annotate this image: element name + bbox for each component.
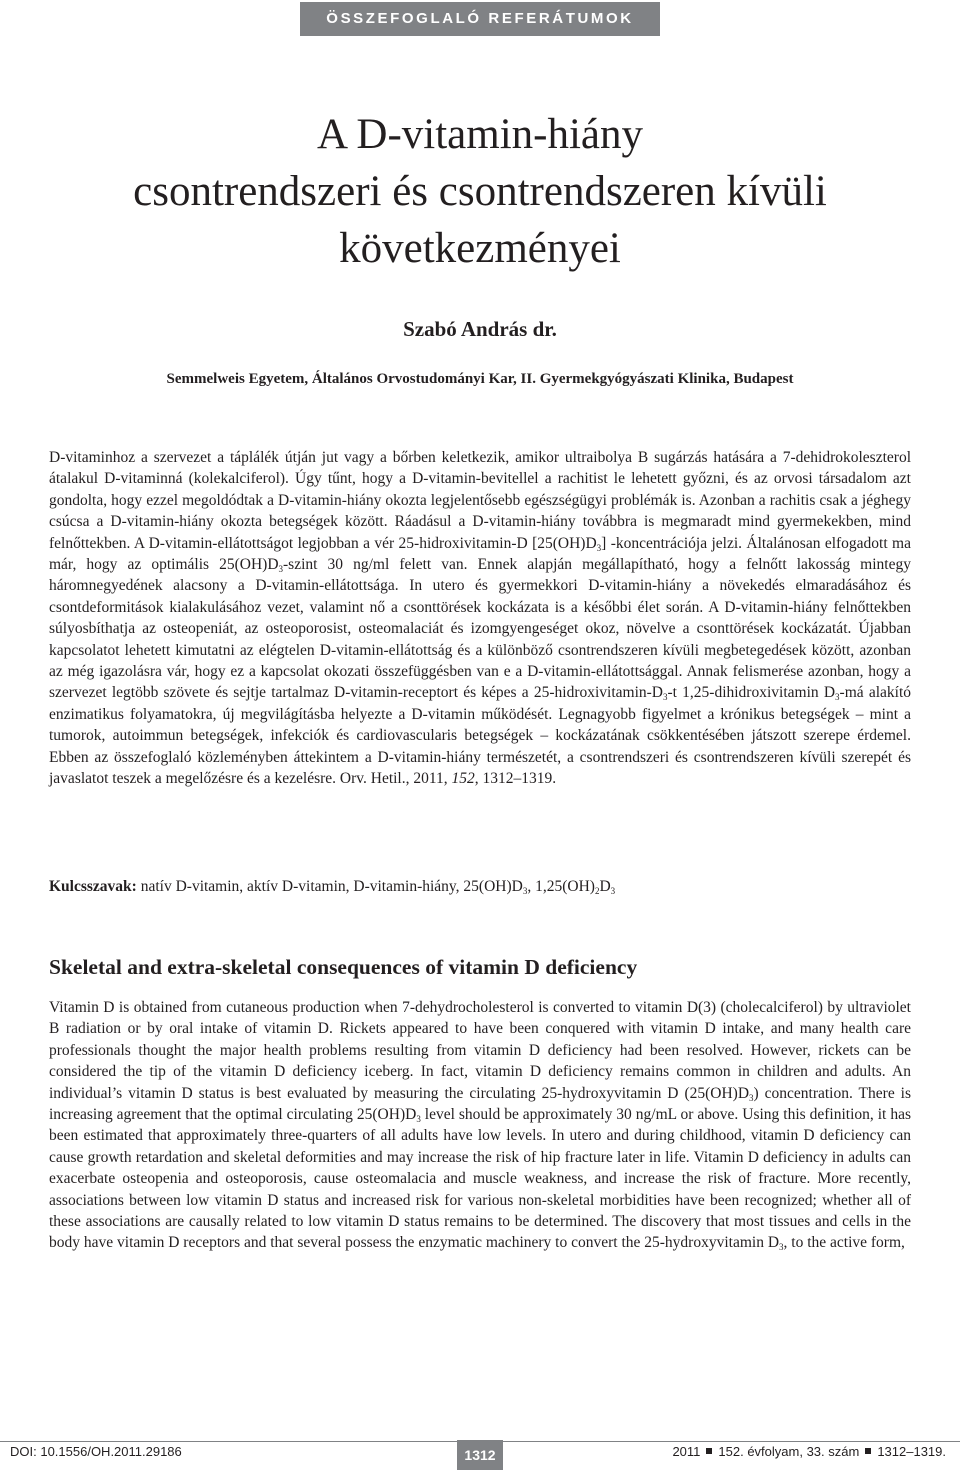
abstract-text: ] -koncentrációja jelzi. Általánosan elfogadott ma már, hogy az optimális 25(OH)D (49, 534, 911, 574)
subscript: 3 (663, 692, 668, 703)
subscript: 3 (749, 1092, 754, 1103)
journal-volume: 152 (451, 770, 475, 788)
keywords-text: , 1,25(OH) (527, 878, 595, 895)
journal-pages: , 1312–1319. (474, 770, 557, 788)
english-title: Skeletal and extra-skeletal consequences of vitamin D deficiency (49, 955, 638, 979)
abstract-text: ) concentration. There is increasing agreement that the optimal circulating 25(OH)D (49, 1084, 911, 1124)
keywords (49, 876, 911, 897)
abstract-text: , to the active form, (783, 1234, 905, 1252)
footer-pages: 1312–1319. (877, 1444, 946, 1459)
subscript: 3 (596, 542, 602, 553)
page-number: 1312 (457, 1440, 503, 1470)
subscript: 2 (594, 886, 600, 896)
footer-issue (672, 1444, 946, 1459)
abstract-text: Vitamin D is obtained from cutaneous production when 7-dehydrocholesterol is converted to vitamin D(3) (cholecalciferol) by ultraviolet B radiation or by oral intake of vitamin D. Rickets appeared to have been conquered with vitamin D intake, and many health care professionals thought the major health problems resulting from vitamin D deficiency had been resolved. However, rickets can be considered the tip of the vitamin D deficiency iceberg. In fact, vitamin D deficiency remains common in children and adults. An individual’s vitamin D status is best evaluated by measuring the circulating 25-hydroxyvitamin D (25(OH)D (49, 999, 911, 1102)
article-title (30, 106, 930, 277)
subscript: 3 (416, 1114, 421, 1125)
title-line-3: következményei (339, 225, 621, 272)
keywords-text: D (599, 878, 611, 895)
square-bullet-icon (706, 1448, 712, 1454)
abstract-text: -t 1,25-dihidroxivitamin D (667, 684, 836, 702)
title-line-1: A D-vitamin-hiány (316, 111, 644, 158)
subscript: 3 (610, 886, 616, 896)
footer-doi: DOI: 10.1556/OH.2011.29186 (10, 1444, 182, 1459)
keywords-text: natív D-vitamin, aktív D-vitamin, D-vitamin-hiány, 25(OH)D (136, 878, 523, 895)
abstract-text: D-vitaminhoz a szervezet a táplálék útján jut vagy a bőrben keletkezik, amikor ultraibolya B sugárzás hatására a 7-dehidrokoleszterol átalakul D-vitaminná (kolekalciferol). Úgy tűnt, hogy a D-vitamin-bevitellel a rachitist le lehetett győzni, és az orvosi társadalom azt gondolta, hogy ezzel megoldódtak a D-vitamin-hiány okozta legjelentősebb egészségügyi problémák is. Azonban a rachitis csak a jéghegy csúcsa a D-vitamin-hiány okozta betegségek között. Ráadásul a D-vitamin-hiány továbbra is megmaradt mind gyermekekben, mind felnőttekben. A D-vitamin-ellátottságot legjobban a vér 25-hidroxivitamin-D [25(OH)D (49, 449, 911, 552)
author: Szabó András dr. (403, 317, 557, 341)
subscript: 3 (835, 692, 840, 703)
footer-year: 2011 (672, 1444, 701, 1459)
subscript: 3 (522, 886, 528, 896)
subscript: 3 (278, 564, 284, 575)
keywords-label: Kulcsszavak: (49, 878, 137, 895)
abstract-english (49, 997, 911, 1254)
section-tag: ÖSSZEFOGLALÓ REFERÁTUMOK (300, 2, 660, 36)
affiliation: Semmelweis Egyetem, Általános Orvostudományi Kar, II. Gyermekgyógyászati Klinika, Budapest (166, 371, 794, 387)
square-bullet-icon (865, 1448, 871, 1454)
abstract-text: -má alakító enzimatikus folyamatokra, új megvilágításba helyezte a D-vitamin működését. Legnagyobb figyelmet a krónikus betegségek – mint a tumorok, autoimmun betegségek, infekciók és cardiovascularis betegségek – kockázatának csökkentésében játszott szerepe érdemel. Ebben az összefoglaló közleményben áttekintem a D-vitamin-hiány természetét, a csontrendszeri és csontrendszeren kívüli szerepét és javaslatot teszek a megelőzésre és a kezelésre. Orv. Hetil., 2011, (49, 684, 911, 788)
subscript: 3 (779, 1242, 784, 1253)
footer-volume: 152. évfolyam, 33. szám (718, 1444, 860, 1459)
title-line-2: csontrendszeri és csontrendszeren kívüli (133, 168, 827, 215)
abstract-text: level should be approximately 30 ng/mL or above. Using this definition, it has been estimated that approximately three-quarters of all adults have low levels. In utero and during childhood, vitamin D deficiency can cause growth retardation and skeletal deformities and may increase the risk of hip fracture later in life. Vitamin D deficiency in adults can exacerbate osteopenia and osteoporosis, cause osteomalacia and muscle weakness, and increase the risk of fracture. More recently, associations between low vitamin D status and increased risk for various non-skeletal morbidities have been recognized; whether all of these associations are causally related to low vitamin D status remains to be determined. The discovery that most tissues and cells in the body have vitamin D receptors and that several possess the enzymatic machinery to convert the 25-hydroxyvitamin D (49, 1106, 912, 1252)
abstract-hungarian (49, 447, 911, 790)
abstract-text: -szint 30 ng/ml felett van. Ennek alapján megállapítható, hogy a felnőtt lakosság mintegy háromnegyedének alacsony a D-vitamin-ellátottsága. In utero és gyermekkori D-vitamin-hiány a növekedés elmaradásához és csontdeformitások kialakulásához vezet, valamint nő a csonttörések kockázata is a későbbi élet során. A D-vitamin-hiány felnőttekben súlyosbíthatja az osteopeniát, az osteoporosist, osteomalaciát és izomgyengeséget okoz, növelve a csonttörések kockázatát. Újabban kapcsolatot lehetett kimutatni az elégtelen D-vitamin-ellátottság és a különböző csontrendszeren kívüli megbetegedések között, azonban az még igazolásra vár, hogy ez a kapcsolat okozati összefüggésben van e a D-vitamin-ellátottsággal. Annak felismerése azonban, hogy a szervezet legtöbb szövete és sejtje tartalmaz D-vitamin-receptort és képes a 25-hidroxivitamin-D (49, 556, 911, 702)
